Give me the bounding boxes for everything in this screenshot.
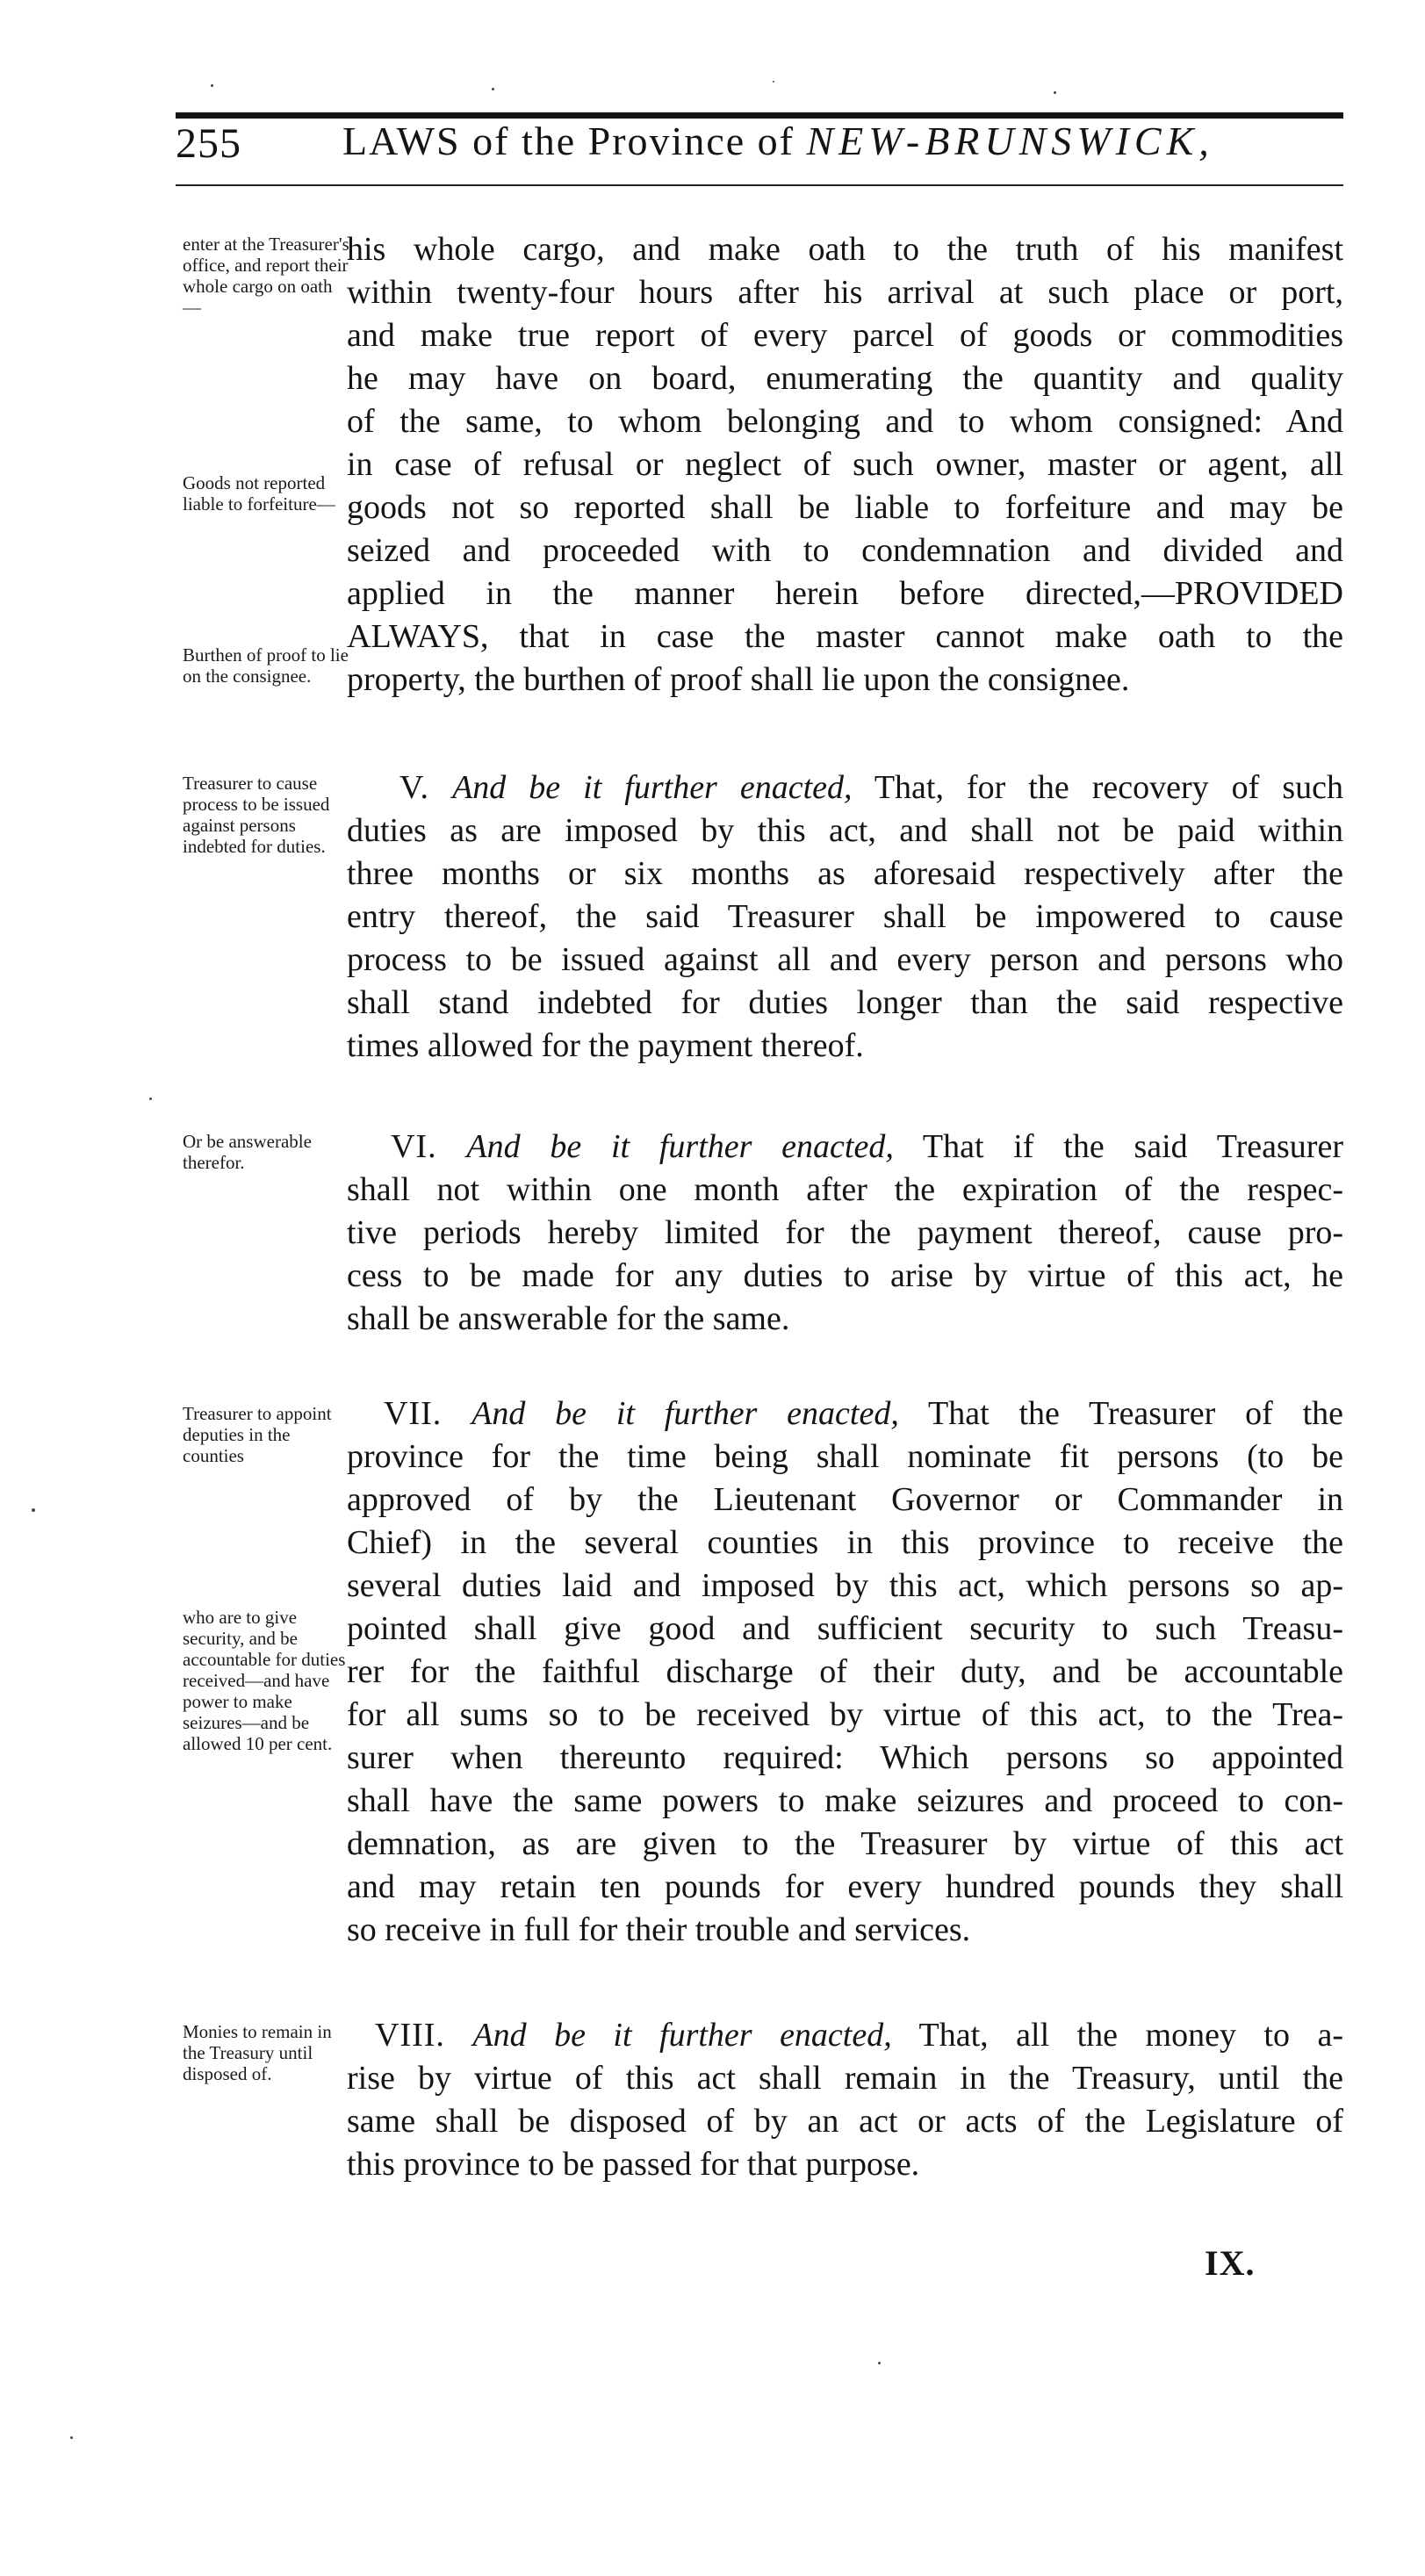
- side-note: Treasurer to appoint deputies in the counties: [183, 1403, 332, 1466]
- text-line: for all sums so to be received by virtue of this act, to the Trea-: [347, 1696, 1343, 1733]
- text-line: he may have on board, enumerating the quantity and quality: [347, 360, 1343, 397]
- section-first-line: [347, 1392, 1343, 1436]
- section-first-line: [347, 766, 1343, 809]
- catchword: IX.: [1205, 2243, 1256, 2283]
- section-number: VI.: [391, 1128, 437, 1165]
- text-line: tive periods hereby limited for the payment thereof, cause pro-: [347, 1214, 1343, 1251]
- section-enacting-phrase: And be it further enacted,: [452, 769, 853, 806]
- section-v: [347, 766, 1343, 1068]
- text-line: same shall be disposed of by an act or acts of the Legislature of: [347, 2103, 1343, 2140]
- text-line: rer for the faithful discharge of their duty, and be accountable: [347, 1653, 1343, 1690]
- text-line: province for the time being shall nominate fit persons (to be: [347, 1438, 1343, 1475]
- scan-speck: [773, 81, 774, 83]
- text-line: surer when thereunto required: Which persons so appointed: [347, 1739, 1343, 1776]
- paragraph-continuation: [347, 228, 1343, 702]
- text-line: applied in the manner herein before directed,—PROVIDED: [347, 575, 1343, 612]
- text-line: process to be issued against all and every person and persons who: [347, 941, 1343, 978]
- section-viii: [347, 2014, 1343, 2186]
- text-line: within twenty-four hours after his arrival at such place or port,: [347, 274, 1343, 311]
- side-note: Goods not reported liable to forfeiture—: [183, 472, 335, 514]
- side-note: enter at the Treasurer's office, and report their whole cargo on oath—: [183, 234, 349, 318]
- text-line: and may retain ten pounds for every hundred pounds they shall: [347, 1868, 1343, 1905]
- text-line: his whole cargo, and make oath to the truth of his manifest: [347, 231, 1343, 268]
- page-number: 255: [176, 120, 241, 167]
- section-number: V.: [399, 769, 430, 806]
- text-line: and make true report of every parcel of goods or commodities: [347, 317, 1343, 354]
- scan-speck: [211, 84, 213, 87]
- text-line: entry thereof, the said Treasurer shall be impowered to cause: [347, 898, 1343, 935]
- side-note: who are to give security, and be accountable for duties received—and have power to make seizures—and be allowed 10 per cent.: [183, 1607, 346, 1754]
- running-title-province: NEW-BRUNSWICK,: [806, 119, 1214, 163]
- section-first-line-rest: That the Treasurer of the: [928, 1395, 1343, 1432]
- text-line: property, the burthen of proof shall lie upon the consignee.: [347, 661, 1130, 698]
- page-header: [176, 114, 1343, 184]
- section-number: VIII.: [375, 2017, 445, 2054]
- text-line: Chief) in the several counties in this province to receive the: [347, 1524, 1343, 1561]
- text-line: so receive in full for their trouble and services.: [347, 1911, 971, 1948]
- text-line: ALWAYS, that in case the master cannot make oath to the: [347, 618, 1343, 655]
- text-line: demnation, as are given to the Treasurer by virtue of this act: [347, 1825, 1343, 1862]
- text-line: several duties laid and imposed by this act, which persons so ap-: [347, 1567, 1343, 1604]
- text-line: shall be answerable for the same.: [347, 1300, 790, 1337]
- text-line: shall not within one month after the expiration of the respec-: [347, 1171, 1343, 1208]
- running-title: [342, 118, 1214, 164]
- section-first-line-rest: That, all the money to a-: [918, 2017, 1343, 2054]
- scan-speck: [149, 1097, 152, 1100]
- text-line: goods not so reported shall be liable to forfeiture and may be: [347, 489, 1343, 526]
- header-rule-thin: [176, 184, 1343, 186]
- text-line: seized and proceeded with to condemnation and divided and: [347, 532, 1343, 569]
- section-first-line: [347, 1126, 1343, 1169]
- section-enacting-phrase: And be it further enacted,: [472, 2017, 892, 2054]
- text-line: rise by virtue of this act shall remain in the Treasury, until the: [347, 2060, 1343, 2097]
- scan-speck: [878, 2362, 881, 2364]
- text-line: shall stand indebted for duties longer than the said respective: [347, 984, 1343, 1021]
- text-line: in case of refusal or neglect of such owner, master or agent, all: [347, 446, 1343, 483]
- section-first-line-rest: That if the said Treasurer: [922, 1128, 1343, 1165]
- text-line: this province to be passed for that purpose.: [347, 2146, 920, 2183]
- scan-speck: [70, 2436, 73, 2439]
- section-first-line-rest: That, for the recovery of such: [874, 769, 1343, 806]
- section-number: VII.: [384, 1395, 443, 1432]
- scan-speck: [32, 1508, 35, 1512]
- text-line: pointed shall give good and sufficient security to such Treasu-: [347, 1610, 1343, 1647]
- section-enacting-phrase: And be it further enacted,: [466, 1128, 894, 1165]
- text-line: of the same, to whom belonging and to whom consigned: And: [347, 403, 1343, 440]
- side-note: Treasurer to cause process to be issued against persons indebted for duties.: [183, 773, 330, 857]
- running-title-prefix: LAWS of the Province of: [342, 119, 795, 163]
- side-note: Burthen of proof to lie on the consignee.: [183, 644, 349, 687]
- section-vi: [347, 1126, 1343, 1341]
- text-line: approved of by the Lieutenant Governor or Commander in: [347, 1481, 1343, 1518]
- section-first-line: [347, 2014, 1343, 2057]
- side-note: Or be answerable therefor.: [183, 1131, 312, 1173]
- scan-speck: [1054, 91, 1056, 94]
- text-line: times allowed for the payment thereof.: [347, 1027, 864, 1064]
- side-note: Monies to remain in the Treasury until disposed of.: [183, 2021, 332, 2084]
- text-line: shall have the same powers to make seizures and proceed to con-: [347, 1782, 1343, 1819]
- text-line: three months or six months as aforesaid respectively after the: [347, 855, 1343, 892]
- scan-speck: [492, 88, 494, 90]
- text-line: duties as are imposed by this act, and shall not be paid within: [347, 812, 1343, 849]
- section-vii: [347, 1392, 1343, 1952]
- section-enacting-phrase: And be it further enacted,: [471, 1395, 899, 1432]
- text-line: cess to be made for any duties to arise by virtue of this act, he: [347, 1257, 1343, 1294]
